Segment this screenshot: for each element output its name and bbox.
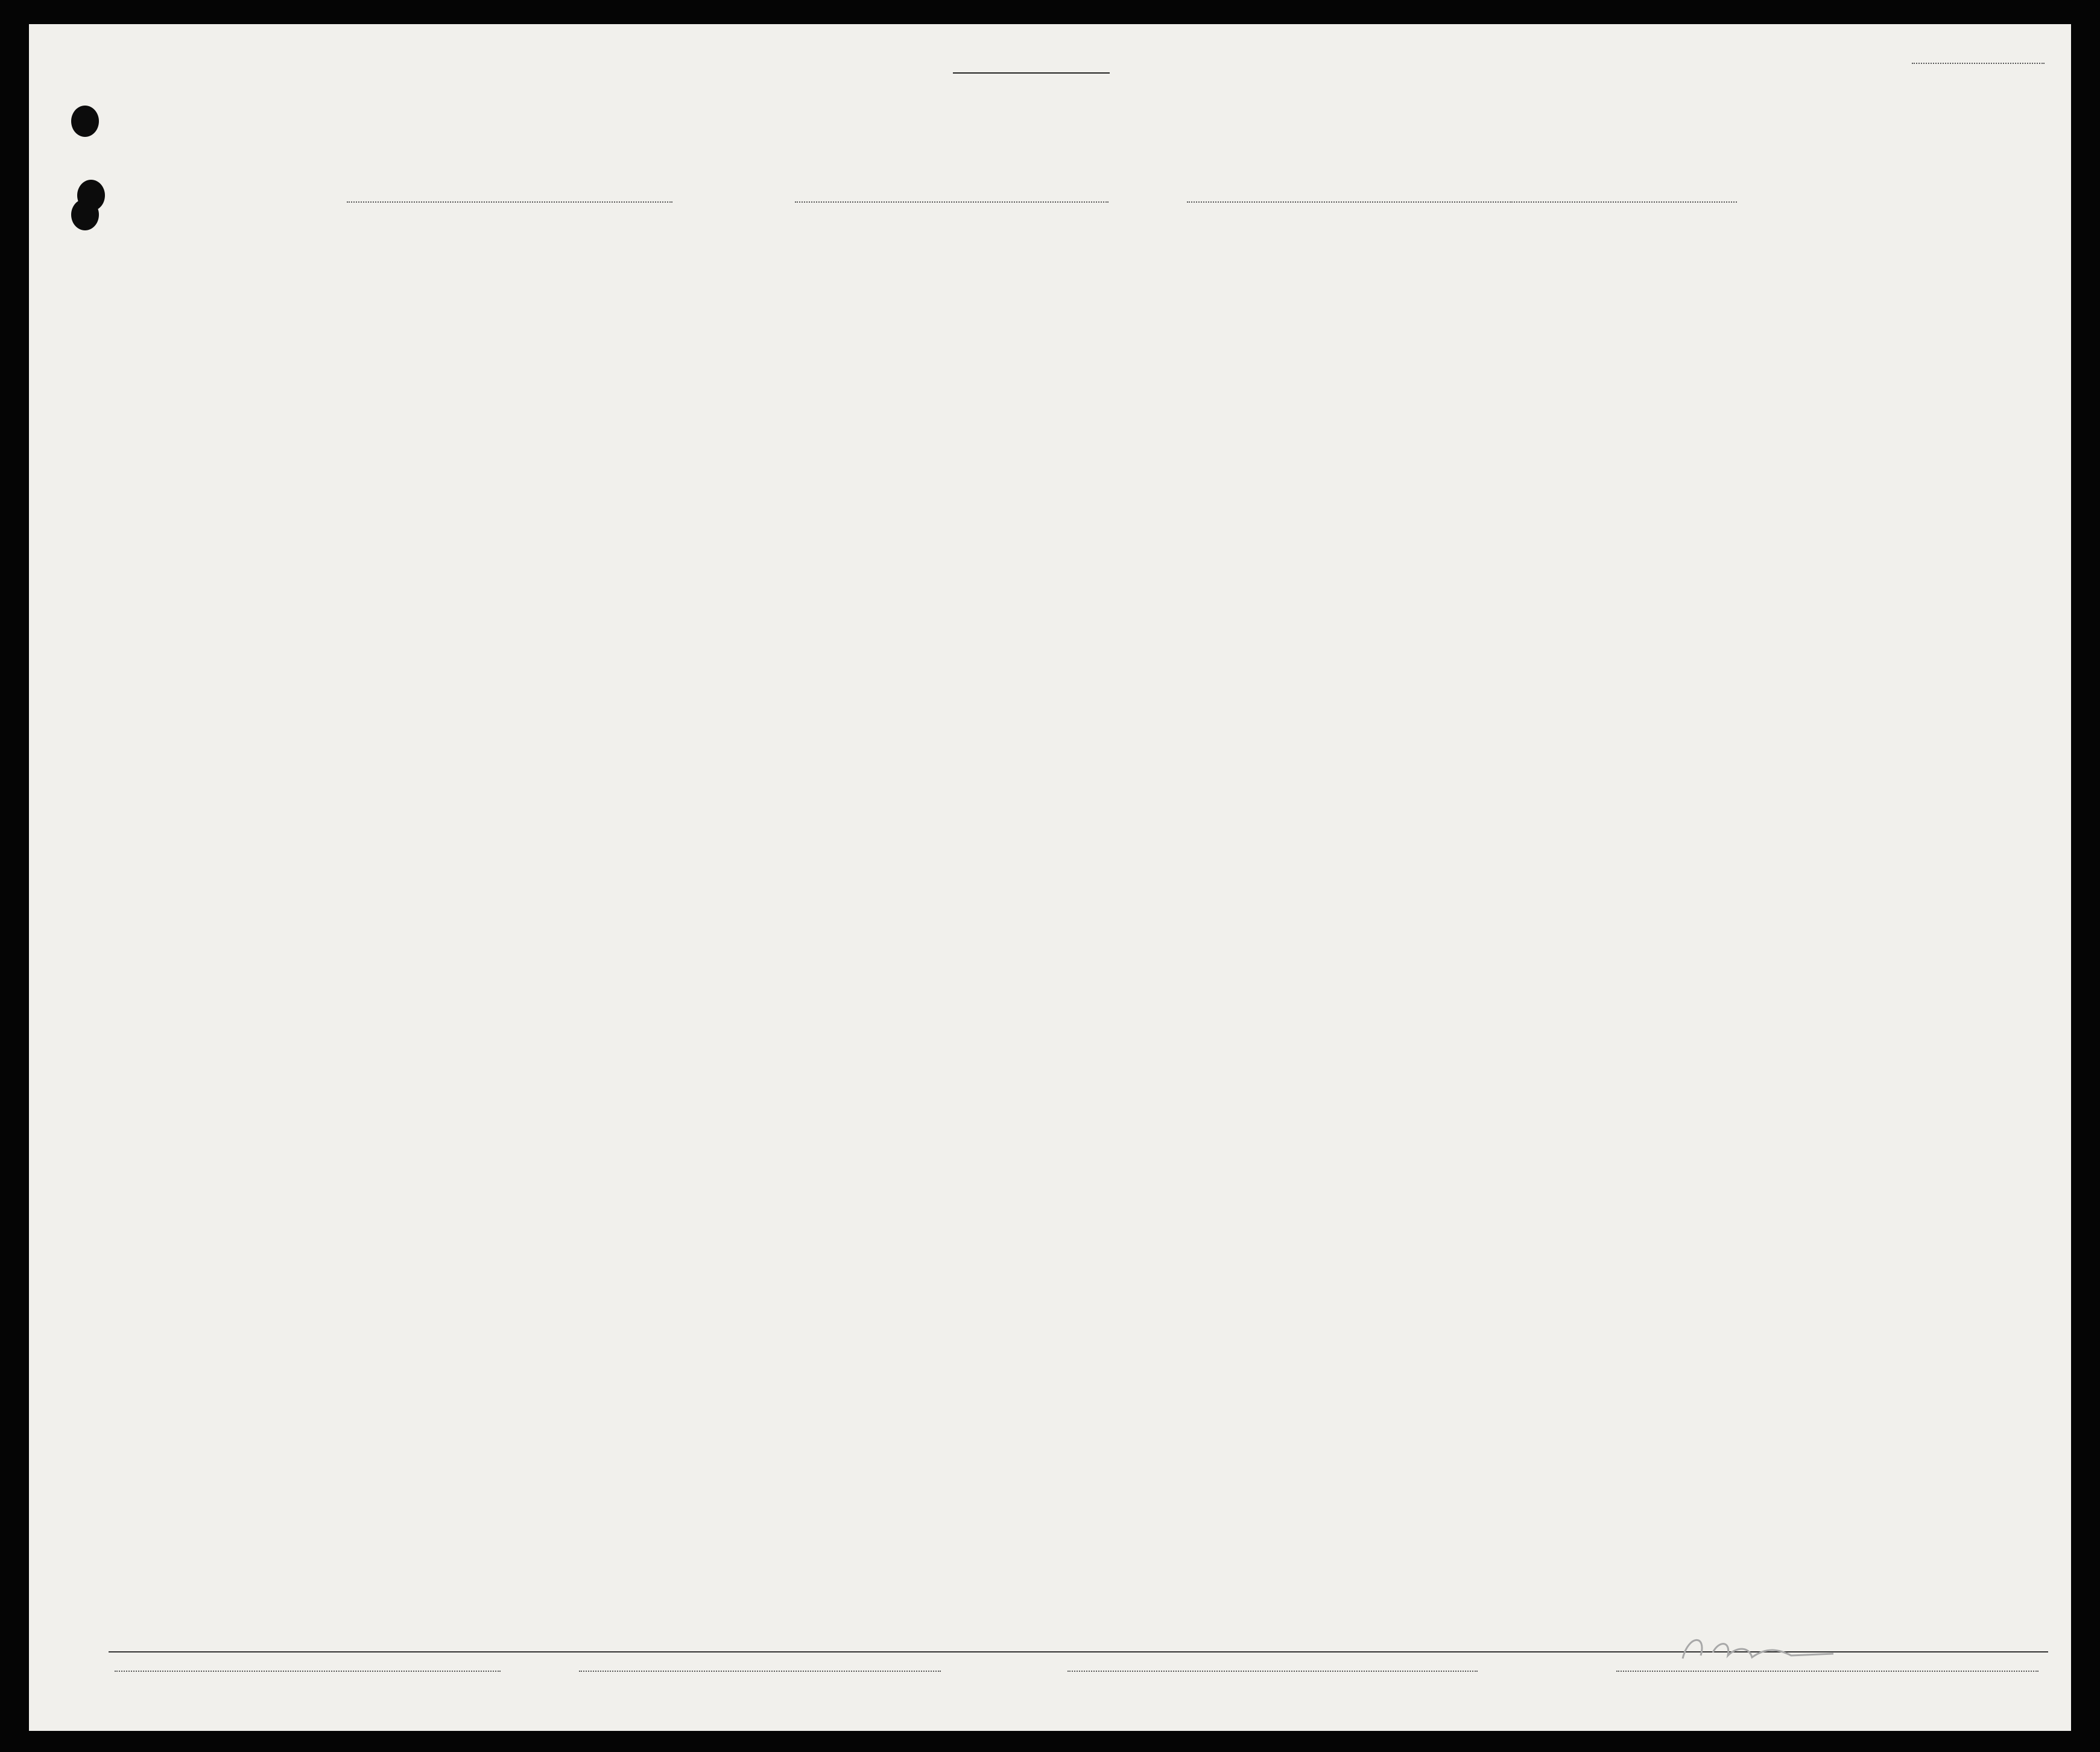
manifest-sheet [29, 24, 2071, 1731]
col13-header [1338, 224, 1549, 235]
port-dotline [795, 201, 1109, 203]
col6-header [809, 224, 996, 235]
title-underline [953, 72, 1110, 74]
col15-header [1666, 224, 1868, 229]
arriving-dotline [1187, 201, 1513, 203]
col12-header [1226, 224, 1335, 229]
col5-header [678, 224, 806, 246]
agents-dotline [1067, 1671, 1478, 1672]
col9-header [1105, 224, 1130, 262]
punch-hole [71, 199, 99, 230]
col10-header [1133, 224, 1177, 262]
col14-header [1551, 224, 1662, 255]
officer-signature [1677, 1622, 1858, 1671]
vessel-dotline [347, 201, 672, 203]
owners-dotline [579, 1671, 941, 1672]
officer-dotline [1616, 1671, 2038, 1672]
col16-header [1872, 224, 2047, 229]
date-dotline [1514, 201, 1737, 203]
col8-header [1063, 224, 1104, 262]
line-dotline [115, 1671, 501, 1672]
punch-hole [71, 106, 99, 137]
sheet-dotline [1912, 63, 2045, 64]
col11-header [1180, 224, 1223, 262]
col3-header [193, 224, 585, 230]
col4-header [588, 224, 675, 235]
